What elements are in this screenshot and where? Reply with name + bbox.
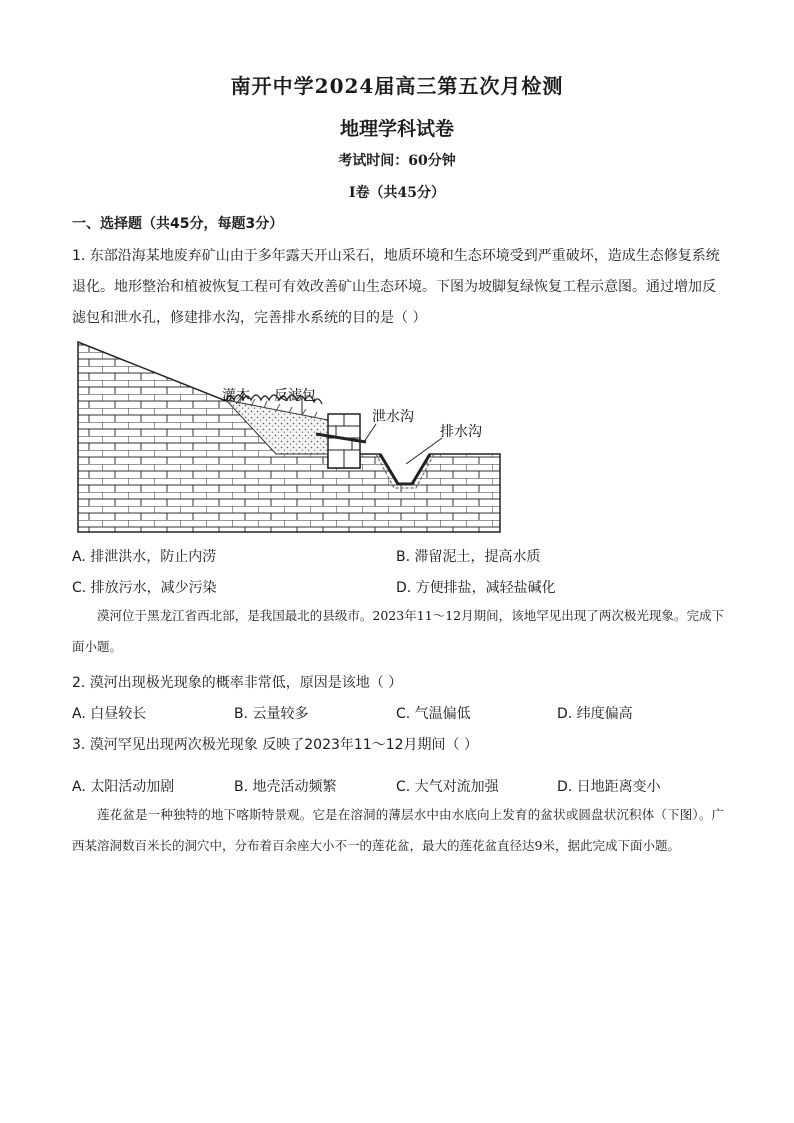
- label-drain-ditch: 排水沟: [440, 424, 482, 440]
- slope-restoration-diagram: [76, 338, 504, 536]
- label-filter-bag: 反滤包: [274, 388, 316, 404]
- q3-option-b[interactable]: B. 地壳活动频繁: [234, 779, 337, 795]
- q1-option-c[interactable]: C. 排放污水，减少污染: [72, 580, 217, 596]
- q3-option-c[interactable]: C. 大气对流加强: [396, 779, 499, 795]
- q3-option-a[interactable]: A. 太阳活动加剧: [72, 779, 175, 795]
- q1-stem-line-1: 1. 东部沿海某地废弃矿山由于多年露天开山采石，地质环境和生态环境受到严重破坏，造成生态修复系统: [72, 248, 720, 264]
- exam-title: 南开中学2024届高三第五次月检测: [230, 74, 564, 98]
- q1-option-d[interactable]: D. 方便排盐，减轻盐碱化: [396, 580, 556, 596]
- q2-stem: 2. 漠河出现极光现象的概率非常低，原因是该地（ ）: [72, 675, 403, 691]
- q3-option-d[interactable]: D. 日地距离变小: [557, 779, 661, 795]
- volume-heading: I卷（共45分）: [348, 185, 446, 201]
- q2-option-b[interactable]: B. 云量较多: [234, 706, 309, 722]
- q1-stem-line-2: 退化。地形整治和植被恢复工程可有效改善矿山生态环境。下图为坡脚复绿恢复工程示意图。通过增加反: [72, 279, 716, 295]
- exam-subtitle: 地理学科试卷: [339, 118, 454, 140]
- passage-lotus-basin: 莲花盆是一种独特的地下喀斯特景观。它是在溶洞的薄层水中由水底向上发育的盆状或圆盘状沉积体（下图）。广西某溶洞数百米长的洞穴中，分布着百余座大小不一的莲花盆，最大的莲花盆直径达9米，据此完成下面小题。: [72, 807, 724, 853]
- q2-option-d[interactable]: D. 纬度偏高: [557, 706, 633, 722]
- exam-time: 考试时间：60分钟: [338, 153, 456, 169]
- q1-option-a[interactable]: A. 排泄洪水，防止内涝: [72, 549, 217, 565]
- q1-stem-line-3: 滤包和泄水孔，修建排水沟，完善排水系统的目的是（ ）: [72, 310, 427, 326]
- section-heading: 一、选择题（共45分，每题3分）: [72, 216, 284, 232]
- label-drain-hole: 泄水沟: [372, 409, 414, 425]
- q1-option-b[interactable]: B. 滞留泥土，提高水质: [396, 549, 541, 565]
- passage-mohe: 漠河位于黑龙江省西北部，是我国最北的县级市。2023年11～12月期间，该地罕见出现了两次极光现象。完成下面小题。: [72, 608, 724, 654]
- q2-option-a[interactable]: A. 白昼较长: [72, 706, 147, 722]
- label-shrub: 灌木: [222, 388, 250, 404]
- q3-stem: 3. 漠河罕见出现两次极光现象 反映了2023年11～12月期间（ ）: [72, 737, 478, 753]
- q2-option-c[interactable]: C. 气温偏低: [396, 706, 471, 722]
